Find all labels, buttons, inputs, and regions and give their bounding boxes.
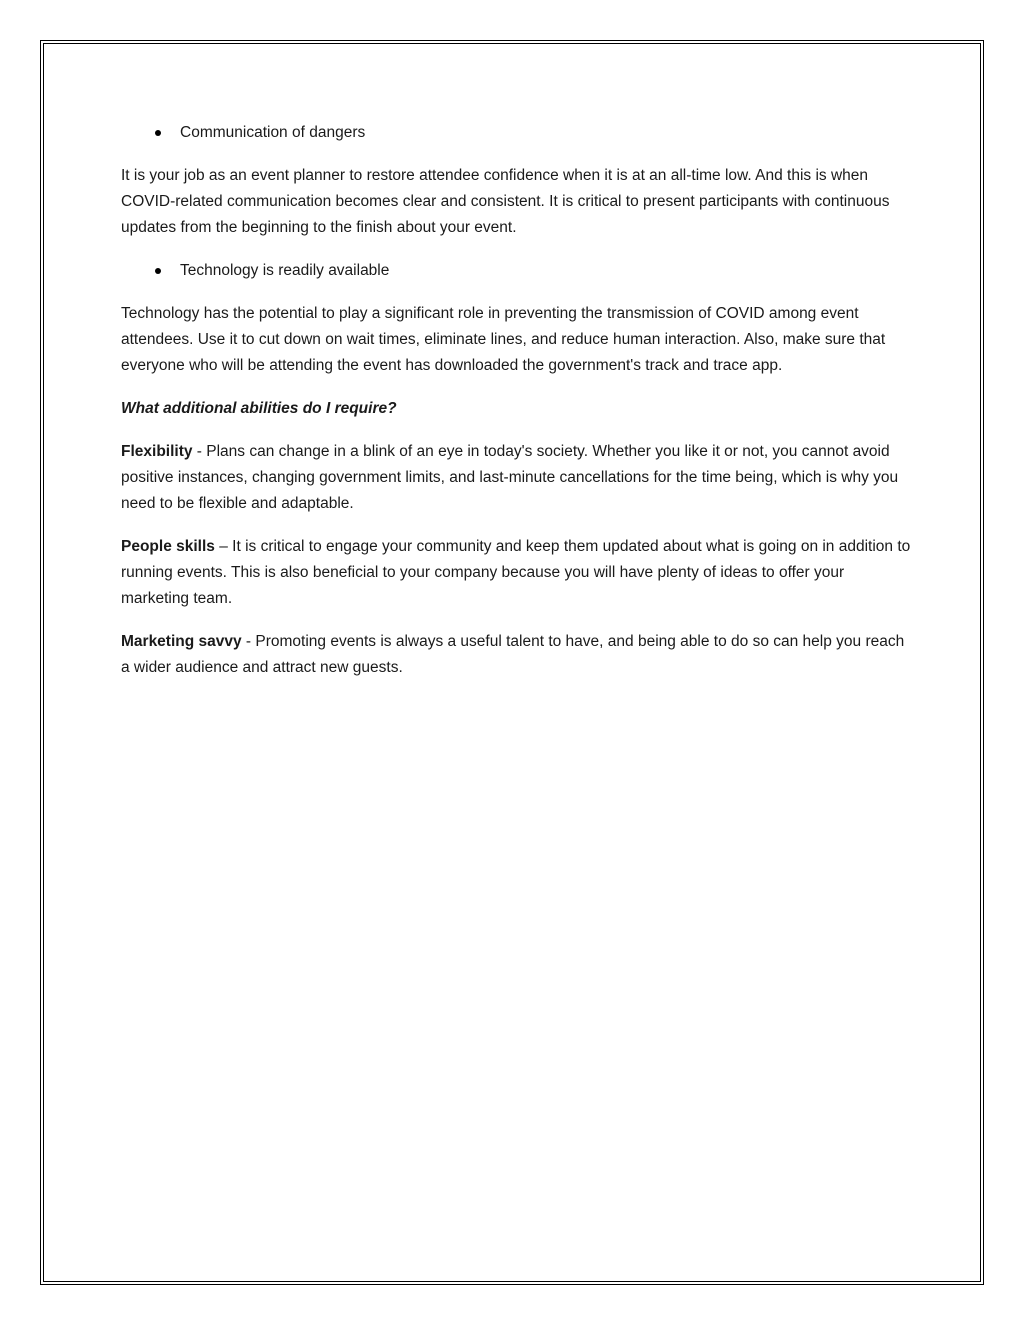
skill-term: Flexibility [121,443,193,460]
bullet-icon [155,268,161,274]
paragraph-communication: It is your job as an event planner to restore attendee confidence when it is at an all-time low. And this is when COVID-related communication becomes clear and consistent. It is critical to present participants with continuous updates from the beginning to the finish about your event. [121,167,890,236]
skill-paragraph-people-skills [121,534,911,612]
bullet-icon [155,130,161,136]
skill-paragraph-flexibility [121,439,911,517]
skill-term: Marketing savvy [121,633,242,650]
skill-description: – It is critical to engage your community and keep them updated about what is going on in addition to running events. This is also beneficial to your company because you will have plenty of ideas to offer your marketing team. [121,538,911,607]
bullet-item-communication [121,120,911,146]
paragraph-technology: Technology has the potential to play a significant role in preventing the transmission of COVID among event attendees. Use it to cut down on wait times, eliminate lines, and reduce human interaction. Also, make sure that everyone who will be attending the event has downloaded the government's track and trace app. [121,305,886,374]
bullet-text: Technology is readily available [180,262,390,279]
skill-paragraph-marketing-savvy [121,629,911,681]
skill-description: - Promoting events is always a useful talent to have, and being able to do so can help you reach a wider audience and attract new guests. [121,633,905,676]
skill-description: - Plans can change in a blink of an eye in today's society. Whether you like it or not, you cannot avoid positive instances, changing government limits, and last-minute cancellations for the time being, which is why you need to be flexible and adaptable. [121,443,899,512]
section-heading: What additional abilities do I require? [121,400,397,417]
bullet-text: Communication of dangers [180,124,366,141]
document-body [121,120,911,698]
bullet-item-technology [121,258,911,284]
skill-term: People skills [121,538,215,555]
